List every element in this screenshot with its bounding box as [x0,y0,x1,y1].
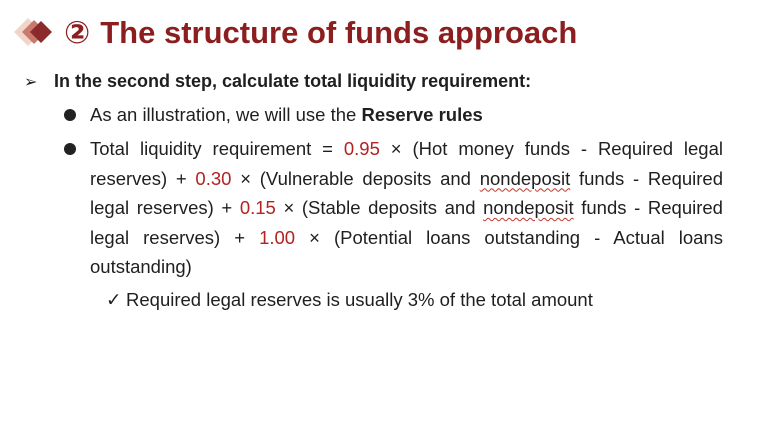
note-text: Required legal reserves is usually 3% of the total amount [126,289,593,310]
formula-text: Total liquidity requirement = [90,138,344,159]
slide-title [64,8,577,58]
coefficient-hot-money: 0.95 [343,138,380,159]
checkmark-icon: ✓ [106,289,122,310]
formula-text: × (Stable deposits and [275,197,484,218]
formula-paragraph [90,134,723,282]
formula-text: × (Potential loans outstanding - Actual loans outstanding) [90,226,723,277]
spellcheck-word: nondeposit [483,197,574,218]
bullet-dot-icon [64,109,76,121]
coefficient-vulnerable: 0.30 [195,167,232,189]
illustration-item [90,100,723,130]
reserve-rules-label: Reserve rules [361,104,483,125]
note-item [106,286,593,314]
arrow-bullet-icon: ➢ [24,74,38,91]
bullet-dot-icon [64,143,76,155]
step-text: In the second step, calculate total liquidity requirement: [54,71,532,91]
formula-text: × (Vulnerable deposits and [231,167,480,189]
formula-text: funds - Required legal reserves) + [90,167,724,218]
formula-text: × (Hot money funds - Required legal reserves) + [90,138,723,189]
coefficient-loans: 1.00 [259,226,296,248]
title-text: The structure of funds approach [100,15,578,50]
title-number: ② [64,15,91,50]
coefficient-stable: 0.15 [239,197,276,218]
diamond-logo-icon [0,10,58,54]
formula-text: funds - Required legal reserves) + [90,197,723,248]
spellcheck-word: nondeposit [479,167,571,189]
step-item [24,68,735,96]
illustration-text: As an illustration, we will use the [90,104,362,125]
